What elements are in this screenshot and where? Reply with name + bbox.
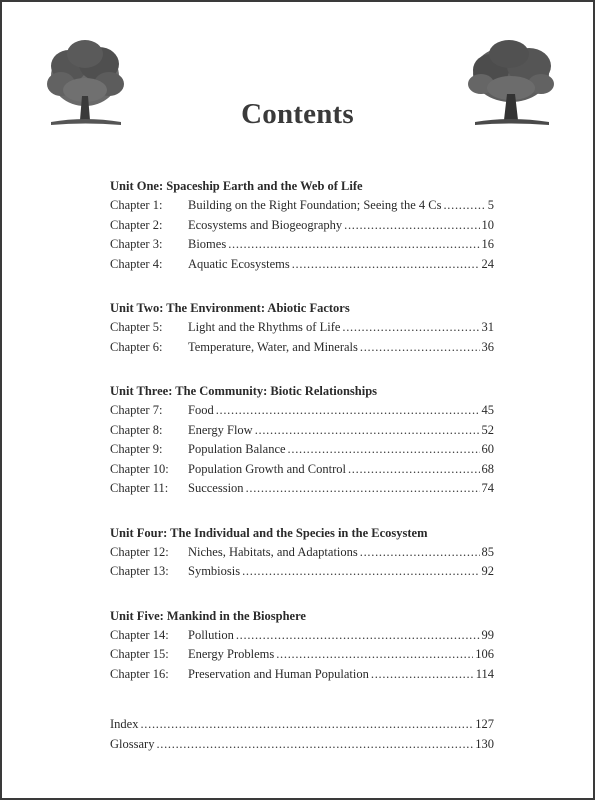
dot-leader <box>236 626 480 646</box>
chapter-title: Niches, Habitats, and Adaptations <box>188 544 358 559</box>
page-number: 24 <box>481 256 494 271</box>
dot-leader <box>242 562 479 582</box>
dot-leader <box>360 543 480 563</box>
toc-entry[interactable] <box>110 235 494 255</box>
unit-section <box>110 382 494 499</box>
toc-entry[interactable] <box>110 479 494 499</box>
dot-leader <box>276 645 473 665</box>
chapter-title: Light and the Rhythms of Life <box>188 320 341 334</box>
toc-entry[interactable] <box>110 715 494 735</box>
page-number: 114 <box>475 666 494 681</box>
chapter-title: Population Growth and Control <box>188 461 346 476</box>
dot-leader <box>348 460 480 480</box>
chapter-label: Chapter 14: <box>110 627 169 642</box>
chapter-label: Chapter 9: <box>110 442 163 456</box>
chapter-label: Chapter 1: <box>110 198 163 212</box>
chapter-label: Chapter 8: <box>110 422 163 437</box>
chapter-title: Energy Flow <box>188 422 253 437</box>
chapter-label: Chapter 4: <box>110 256 163 271</box>
entry-title: Index <box>110 717 139 731</box>
dot-leader <box>140 715 473 735</box>
dot-leader <box>360 338 480 358</box>
chapter-title: Preservation and Human Population <box>188 666 369 681</box>
page-number: 106 <box>475 647 494 661</box>
page-number: 5 <box>487 198 494 212</box>
page-number: 52 <box>481 422 494 437</box>
toc-entry[interactable] <box>110 216 494 236</box>
chapter-title: Food <box>188 403 214 417</box>
dot-leader <box>292 255 480 275</box>
chapter-title: Biomes <box>188 237 227 251</box>
dot-leader <box>228 235 479 255</box>
page-number: 99 <box>481 627 494 642</box>
chapter-title: Population Balance <box>188 442 286 456</box>
dot-leader <box>246 479 480 499</box>
dot-leader <box>288 440 480 460</box>
toc-entry[interactable] <box>110 440 494 460</box>
chapter-label: Chapter 16: <box>110 666 169 681</box>
toc-entry[interactable] <box>110 562 494 582</box>
page-number: 74 <box>481 481 494 495</box>
page-number: 31 <box>481 320 494 334</box>
dot-leader <box>156 735 473 755</box>
chapter-title: Pollution <box>188 627 234 642</box>
chapter-label: Chapter 2: <box>110 217 163 232</box>
chapter-label: Chapter 6: <box>110 339 163 354</box>
unit-heading: Unit Five: Mankind in the Biosphere <box>110 608 306 623</box>
toc-entry[interactable] <box>110 735 494 755</box>
dot-leader <box>371 665 474 685</box>
chapter-title: Building on the Right Foundation; Seeing the 4 Cs <box>188 198 442 212</box>
toc-entry[interactable] <box>110 196 494 216</box>
unit-heading: Unit Three: The Community: Biotic Relationships <box>110 384 378 398</box>
toc-entry[interactable] <box>110 626 494 646</box>
chapter-label: Chapter 10: <box>110 461 169 476</box>
toc-entry[interactable] <box>110 665 494 685</box>
page-number: 85 <box>481 544 494 559</box>
unit-section <box>110 524 494 582</box>
chapter-title: Aquatic Ecosystems <box>188 256 290 271</box>
page-number: 68 <box>481 461 494 476</box>
chapter-label: Chapter 13: <box>110 564 169 578</box>
page-title: Contents <box>241 98 354 130</box>
toc-entry[interactable] <box>110 401 494 421</box>
dot-leader <box>255 421 480 441</box>
chapter-title: Temperature, Water, and Minerals <box>188 339 358 354</box>
toc-entry[interactable] <box>110 645 494 665</box>
chapter-title: Symbiosis <box>188 564 241 578</box>
page-number: 130 <box>475 736 494 751</box>
toc-entry[interactable] <box>110 543 494 563</box>
page-number: 36 <box>481 339 494 354</box>
chapter-title: Succession <box>188 481 244 495</box>
table-of-contents <box>110 177 494 754</box>
toc-entry[interactable] <box>110 318 494 338</box>
page-number: 127 <box>475 717 494 731</box>
page-number: 60 <box>481 442 494 456</box>
unit-heading: Unit Two: The Environment: Abiotic Factors <box>110 301 350 315</box>
dot-leader <box>344 216 479 236</box>
page-number: 16 <box>481 237 494 251</box>
unit-heading: Unit Four: The Individual and the Species in the Ecosystem <box>110 525 428 540</box>
chapter-label: Chapter 15: <box>110 647 169 661</box>
back-matter <box>110 715 494 754</box>
chapter-label: Chapter 5: <box>110 320 163 334</box>
chapter-label: Chapter 12: <box>110 544 169 559</box>
toc-entry[interactable] <box>110 460 494 480</box>
dot-leader <box>443 196 485 216</box>
chapter-title: Energy Problems <box>188 647 275 661</box>
chapter-title: Ecosystems and Biogeography <box>188 217 343 232</box>
chapter-label: Chapter 11: <box>110 481 169 495</box>
dot-leader <box>342 318 479 338</box>
page-number: 10 <box>481 217 494 232</box>
page-number: 45 <box>481 403 494 417</box>
page-number: 92 <box>481 564 494 578</box>
unit-section <box>110 177 494 274</box>
entry-title: Glossary <box>110 736 155 751</box>
toc-entry[interactable] <box>110 255 494 275</box>
toc-entry[interactable] <box>110 338 494 358</box>
unit-section <box>110 607 494 685</box>
unit-section <box>110 299 494 357</box>
chapter-label: Chapter 3: <box>110 237 163 251</box>
unit-heading: Unit One: Spaceship Earth and the Web of Life <box>110 179 363 193</box>
chapter-label: Chapter 7: <box>110 403 163 417</box>
toc-entry[interactable] <box>110 421 494 441</box>
dot-leader <box>216 401 480 421</box>
